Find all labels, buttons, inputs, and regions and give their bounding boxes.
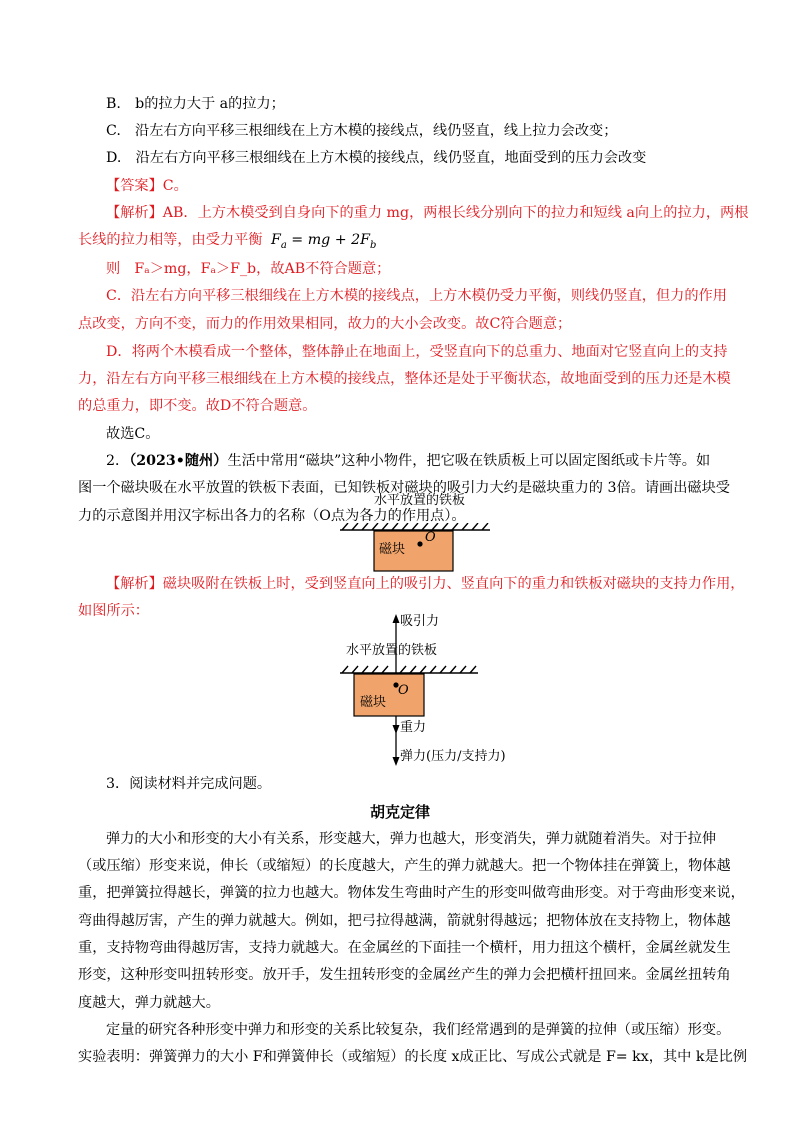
fig2-force-up: 吸引力 — [400, 614, 440, 629]
q2-analysis-2: 如图所示： — [78, 603, 149, 619]
analysis-d-1: D．将两个木模看成一个整体，整体静止在地面上，受竖直向下的总重力、地面对它竖直向上的支持 — [106, 344, 728, 360]
fig2-point-label: O — [398, 683, 409, 698]
p1-line-6: 形变，这种形变叫扭转形变。放开手，发生扭转形变的金属丝产生的弹力会把横杆扭回来。金属丝扭转角 — [78, 967, 731, 983]
fig2-block-label: 磁块 — [360, 695, 387, 710]
analysis-c-1: C．沿左右方向平移三根细线在上方木模的接线点，上方木模仍受力平衡，则线仍竖直，但力的作用 — [106, 288, 727, 304]
p2-line-1: 定量的研究各种形变中弹力和形变的关系比较复杂，我们经常遇到的是弹簧的拉伸（或压缩）形变。 — [106, 1022, 731, 1038]
attraction-arrowhead — [393, 614, 400, 623]
article-title: 胡克定律 — [369, 803, 430, 821]
fig2-plate-label: 水平放置的铁板 — [346, 643, 438, 658]
q2-number: 2． — [106, 453, 130, 469]
formula-f: F — [270, 232, 281, 248]
formula-sub-b: b — [370, 239, 377, 251]
p1-line-7: 度越大，弹力就越大。 — [78, 995, 220, 1011]
balance-formula — [270, 232, 377, 251]
analysis-c-2: 点改变，方向不变，而力的作用效果相同，故力的大小会改变。故C符合题意； — [78, 316, 572, 332]
q2-line-2: 图一个磁块吸在水平放置的铁板下表面，已知铁板对磁块的吸引力大约是磁块重力的 3倍。请画出磁块受 — [78, 480, 730, 496]
q2-source: （2023•随州） — [129, 453, 228, 469]
p1-line-5: 重，支持物弯曲得越厉害，支持力就越大。在金属丝的下面挂一个横杆，用力扭这个横杆，金属丝就发生 — [78, 940, 731, 956]
option-d: D. 沿左右方向平移三根细线在上方木模的接线点，线仍竖直，地面受到的压力会改变 — [106, 150, 647, 166]
analysis-line-2 — [78, 230, 800, 256]
option-b: B. b的拉力大于 a的拉力； — [106, 96, 285, 112]
gravity-arrowhead — [393, 725, 400, 734]
fig1-point-label: O — [425, 530, 436, 545]
elastic-arrowhead — [393, 757, 400, 766]
p1-line-1: 弹力的大小和形变的大小有关系，形变越大，弹力也越大，形变消失，弹力就随着消失。对于拉伸 — [106, 831, 717, 847]
formula-sub-a: a — [280, 239, 287, 251]
fig1-plate-label: 水平放置的铁板 — [374, 493, 466, 508]
q3-stem: 3．阅读材料并完成问题。 — [106, 776, 272, 792]
p2-line-2: 实验表明：弹簧弹力的大小 F和弹簧伸长（或缩短）的长度 x成正比、写成公式就是 F= kx，其中 k是比例 — [78, 1049, 748, 1065]
analysis-d-2: 力，沿左右方向平移三根细线在上方木模的接线点，整体还是处于平衡状态，故地面受到的压力还是木模 — [78, 371, 731, 387]
fig2-force-elastic: 弹力(压力/支持力) — [400, 749, 506, 764]
formula-mid: = mg + 2F — [286, 232, 371, 248]
analysis-d-3: 的总重力，即不变。故D不符合题意。 — [78, 398, 317, 414]
q2-analysis-1: 【解析】磁块吸附在铁板上时，受到竖直向上的吸引力、竖直向下的重力和铁板对磁块的支持力作用， — [106, 576, 745, 592]
analysis-line-3: 则 Fₐ＞mg，Fₐ＞F_b，故AB不符合题意； — [106, 261, 391, 277]
fig2-force-gravity: 重力 — [400, 720, 427, 735]
analysis-line-1: 【解析】AB．上方木模受到自身向下的重力 mg，两根长线分别向下的拉力和短线 a向上的拉力，两根 — [106, 205, 749, 221]
conclusion: 故选C。 — [106, 426, 160, 442]
p1-line-4: 弯曲得越厉害，产生的弹力就越大。例如，把弓拉得越满，箭就射得越远；把物体放在支持物上，物体越 — [78, 913, 731, 929]
fig1-block-label: 磁块 — [379, 542, 406, 557]
p1-line-2: （或压缩）形变来说，伸长（或缩短）的长度越大，产生的弹力就越大。把一个物体挂在弹簧上，物体越 — [78, 858, 731, 874]
p1-line-3: 重，把弹簧拉得越长，弹簧的拉力也越大。物体发生弯曲时产生的形变叫做弯曲形变。对于弯曲形变来说， — [78, 885, 745, 901]
q2-stem-1: 生活中常用“磁块”这种小物件，把它吸在铁质板上可以固定图纸或卡片等。如 — [227, 453, 711, 469]
option-c: C. 沿左右方向平移三根细线在上方木模的接线点，线仍竖直，线上拉力会改变； — [106, 123, 618, 139]
answer-label: 【答案】C。 — [106, 178, 188, 194]
q2-line-3: 力的示意图并用汉字标出各力的名称（O点为各力的作用点）。 — [78, 508, 466, 524]
plate-hatch-2 — [342, 666, 476, 673]
q2-line-1 — [106, 451, 800, 471]
analysis-line-2-text: 长线的拉力相等，由受力平衡 — [78, 232, 263, 248]
